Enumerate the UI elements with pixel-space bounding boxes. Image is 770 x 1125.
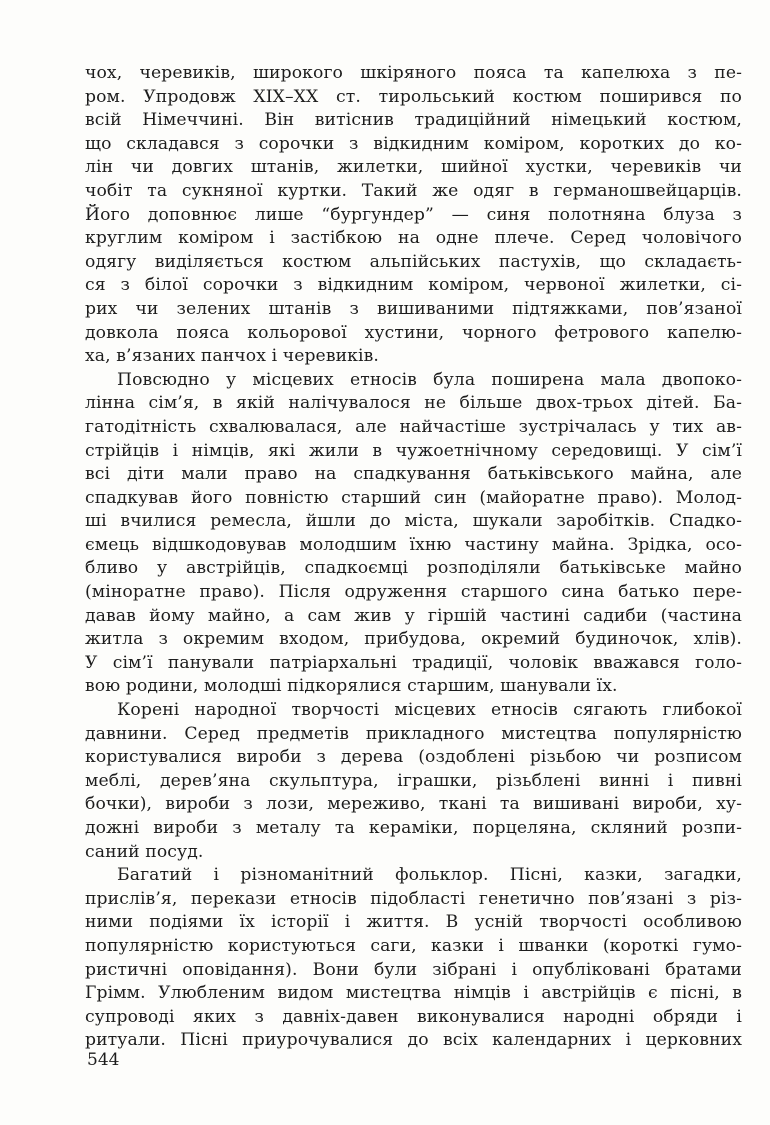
- page-number: 544: [87, 1050, 120, 1070]
- paragraph: [85, 864, 742, 1053]
- text-line: Повсюдно у місцевих етносів була поширена мала двопоко-: [117, 369, 742, 390]
- text-line: популярністю користуються саги, казки і шванки (короткі гумо-: [85, 935, 742, 956]
- text-line: ємець відшкодовував молодшим їхню частину майна. Зрідка, осо-: [85, 534, 742, 555]
- text-line: прислів’я, перекази етносів підобласті генетично пов’язані з різ-: [85, 888, 742, 909]
- text-line: лінна сім’я, в якій налічувалося не більше двох-трьох дітей. Ба-: [85, 393, 742, 414]
- text-line: ші вчилися ремесла, йшли до міста, шукали заробітків. Спадко-: [85, 511, 742, 532]
- text-line: давнини. Серед предметів прикладного мистецтва популярністю: [85, 723, 742, 744]
- text-line: круглим коміром і застібкою на одне плече. Серед чоловічого: [85, 228, 742, 249]
- paragraph: [85, 62, 742, 369]
- text-line: гатодітність схвалювалася, але найчастіше зустрічалась у тих ав-: [85, 416, 742, 437]
- text-line: супроводі яких з давніх-давен виконувалися народні обряди і: [85, 1006, 742, 1027]
- text-line: стрійців і німців, які жили в чужоетнічному середовищі. У сім’ї: [85, 440, 742, 461]
- text-line: дожні вироби з металу та кераміки, порцеляна, скляний розпи-: [85, 818, 742, 838]
- paragraph: [85, 369, 742, 699]
- text-line: чобіт та сукняної куртки. Такий же одяг в германошвейцарців.: [85, 180, 742, 201]
- text-line: що складався з сорочки з відкидним коміром, коротких до ко-: [85, 133, 742, 154]
- text-line: бочки), вироби з лози, мереживо, ткані та вишивані вироби, ху-: [85, 794, 742, 815]
- text-line: всі діти мали право на спадкування батьківського майна, але: [85, 464, 742, 485]
- text-line: лін чи довгих штанів, жилетки, шийної хустки, черевиків чи: [85, 157, 742, 178]
- text-line: житла з окремим входом, прибудова, окремий будиночок, хлів).: [85, 629, 742, 650]
- text-line: Грімм. Улюбленим видом мистецтва німців і австрійців є пісні, в: [85, 983, 742, 1004]
- text-line: давав йому майно, а сам жив у гіршій частині садиби (частина: [85, 605, 742, 626]
- text-line: саний посуд.: [85, 841, 204, 862]
- text-line: Багатий і різноманітний фольклор. Пісні, казки, загадки,: [117, 865, 742, 886]
- text-line: рих чи зелених штанів з вишиваними підтяжками, пов’язаної: [85, 298, 742, 319]
- text-line: ристичні оповідання). Вони були зібрані і опубліковані братами: [85, 959, 742, 980]
- text-line: довкола пояса кольорової хустини, чорного фетрового капелю-: [85, 322, 742, 343]
- page-body: [85, 62, 742, 1053]
- text-line: ха, в’язаних панчох і черевиків.: [85, 346, 379, 367]
- text-line: одягу виділяється костюм альпійських пастухів, що складаєть-: [85, 251, 742, 272]
- text-line: вою родини, молодші підкорялися старшим, шанували їх.: [85, 676, 618, 697]
- text-line: У сім’ї панували патріархальні традиції, чоловік вважався голо-: [85, 652, 742, 673]
- text-line: чох, черевиків, широкого шкіряного пояса та капелюха з пе-: [85, 63, 742, 83]
- paragraph: [85, 699, 742, 864]
- text-line: спадкував його повністю старший син (майоратне право). Молод-: [85, 487, 742, 508]
- text-line: ритуали. Пісні приурочувалися до всіх календарних і церковних: [85, 1030, 742, 1051]
- text-line: Корені народної творчості місцевих етносів сягають глибокої: [117, 700, 742, 721]
- text-line: бливо у австрійців, спадкоємці розподіляли батьківське майно: [85, 558, 742, 579]
- text-line: меблі, дерев’яна скульптура, іграшки, різьблені винні і пивні: [85, 770, 742, 791]
- text-line: Його доповнює лише “бургундер” — синя полотняна блуза з: [85, 204, 742, 225]
- text-line: (міноратне право). Після одруження старшого сина батько пере-: [85, 582, 742, 603]
- text-line: ром. Упродовж XIX–XX ст. тирольський костюм поширився по: [85, 86, 742, 107]
- text-line: користувалися вироби з дерева (оздоблені різьбою чи розписом: [85, 747, 742, 768]
- text-line: ся з білої сорочки з відкидним коміром, червоної жилетки, сі-: [85, 275, 742, 296]
- text-line: всій Німеччині. Він витіснив традиційний німецький костюм,: [85, 110, 742, 131]
- text-line: ними подіями їх історії і життя. В усній творчості особливою: [85, 912, 742, 933]
